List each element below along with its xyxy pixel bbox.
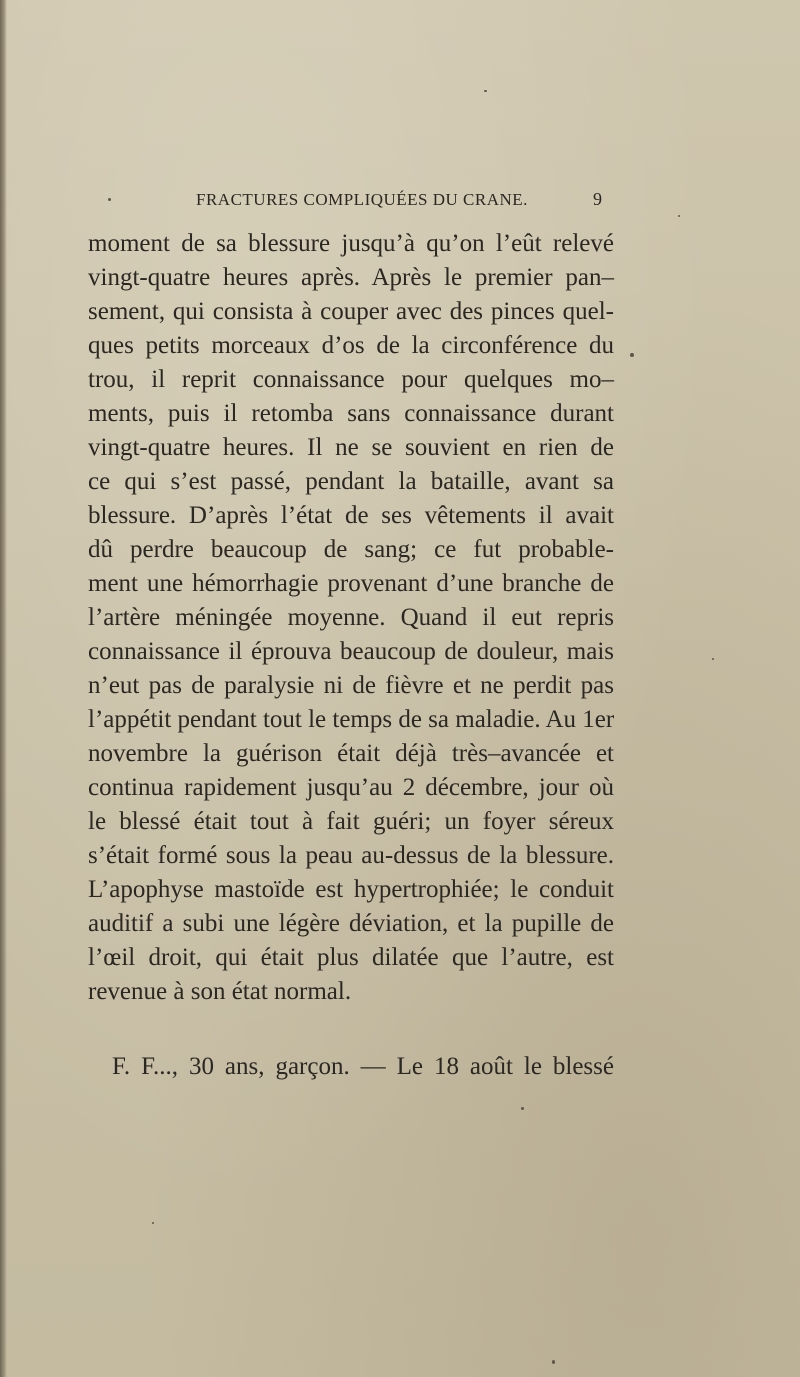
paper-speck xyxy=(678,215,680,217)
text-line: connaissance il éprouva beaucoup de douleur, mais xyxy=(88,638,614,665)
text-line: blessure. D’après l’état de ses vêtements il avait xyxy=(88,502,614,529)
text-line: novembre la guérison était déjà très–avancée et xyxy=(88,740,614,767)
paper-speck xyxy=(712,658,714,660)
body-paragraph xyxy=(88,227,614,1009)
next-paragraph-first-line: F. F..., 30 ans, garçon. — Le 18 août le blessé xyxy=(112,1053,614,1080)
page-binding-shadow xyxy=(0,0,7,1377)
paper-speck xyxy=(630,353,634,357)
page-number: 9 xyxy=(593,189,602,209)
text-line: ments, puis il retomba sans connaissance durant xyxy=(88,400,614,427)
text-line: continua rapidement jusqu’au 2 décembre, jour où xyxy=(88,774,614,801)
text-line: dû perdre beaucoup de sang; ce fut probable- xyxy=(88,536,614,563)
running-title: FRACTURES COMPLIQUÉES DU CRANE. xyxy=(196,190,528,209)
text-line: l’artère méningée moyenne. Quand il eut repris xyxy=(88,604,614,631)
text-line: n’eut pas de paralysie ni de fièvre et ne perdit pas xyxy=(88,672,614,699)
text-line: ment une hémorrhagie provenant d’une branche de xyxy=(88,570,614,597)
text-line: l’appétit pendant tout le temps de sa maladie. Au 1er xyxy=(88,706,615,733)
paper-speck xyxy=(108,198,111,201)
text-line: s’était formé sous la peau au-dessus de la blessure. xyxy=(88,842,614,869)
text-line: trou, il reprit connaissance pour quelques mo– xyxy=(88,366,614,393)
paper-speck xyxy=(152,1222,154,1224)
text-line: ce qui s’est passé, pendant la bataille, avant sa xyxy=(88,468,614,495)
text-line: l’œil droit, qui était plus dilatée que l’autre, est xyxy=(88,944,614,971)
text-line: vingt-quatre heures. Il ne se souvient en rien de xyxy=(88,434,614,461)
paper-speck xyxy=(552,1360,555,1364)
text-line: vingt-quatre heures après. Après le premier pan– xyxy=(88,264,614,291)
text-line: L’apophyse mastoïde est hypertrophiée; le conduit xyxy=(88,876,614,903)
text-line: le blessé était tout à fait guéri; un foyer séreux xyxy=(88,808,614,835)
text-line: auditif a subi une légère déviation, et la pupille de xyxy=(88,910,614,937)
text-line: moment de sa blessure jusqu’à qu’on l’eût relevé xyxy=(88,230,614,257)
text-line-last: revenue à son état normal. xyxy=(88,978,352,1005)
paper-speck xyxy=(484,90,487,92)
paper-speck xyxy=(521,1107,524,1110)
text-line: sement, qui consista à couper avec des pinces quel- xyxy=(88,298,614,325)
text-line: ques petits morceaux d’os de la circonférence du xyxy=(88,332,614,359)
